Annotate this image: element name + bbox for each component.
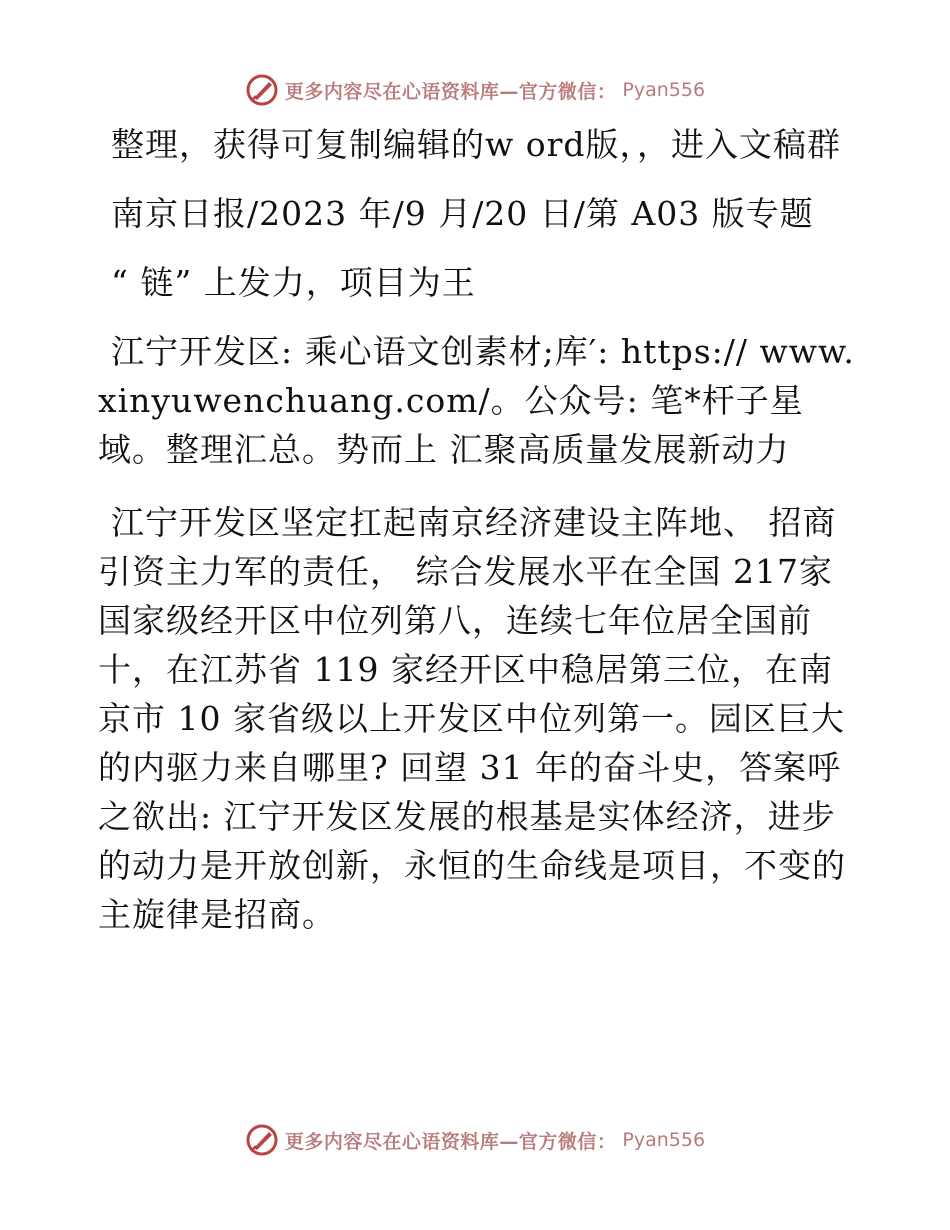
document-body — [98, 120, 858, 939]
quill-logo-icon — [245, 1123, 279, 1157]
watermark-text: 更多内容尽在心语资料库—官方微信： — [284, 80, 617, 103]
header-watermark-banner — [0, 70, 950, 110]
watermark-text: 更多内容尽在心语资料库—官方微信： — [284, 1130, 617, 1153]
quill-logo-icon — [245, 73, 279, 107]
watermark-contact-id: Pyan556 — [622, 1129, 706, 1151]
paragraph-source-line: 南京日报/2023 年/9 月/20 日/第 A03 版专题 — [111, 194, 814, 233]
paragraph-headline: “ 链” 上发力，项目为王 — [111, 263, 476, 302]
footer-watermark-banner — [0, 1120, 950, 1160]
watermark-contact-id: Pyan556 — [622, 79, 706, 101]
paragraph-body: 江宁开发区坚定扛起南京经济建设主阵地、 招商引资主力军的责任， 综合发展水平在全国 217家国家级经开区中位列第八，连续七年位居全国前十，在江苏省 119 家经开区中稳居第三位，在南京市 10 家省级以上开发区中位列第一。园区巨大的内驱力来自哪里? 回望 31 年的奋斗史，答案呼之欲出: 江宁开发区发展的根基是实体经济，进步的动力是开放创新，永恒的生命线是项目，不变的主旋律是招商。 — [98, 503, 846, 934]
paragraph-intro: 整理，获得可复制编辑的w ord版，，进入文稿群 — [111, 125, 842, 164]
paragraph-subheading: 江宁开发区: 乘心语文创素材;库′: https:// www.xinyuwenchuang.com/。公众号: 笔*杆子星域。整理汇总。势而上 汇聚高质量发展新动力 — [98, 332, 855, 469]
